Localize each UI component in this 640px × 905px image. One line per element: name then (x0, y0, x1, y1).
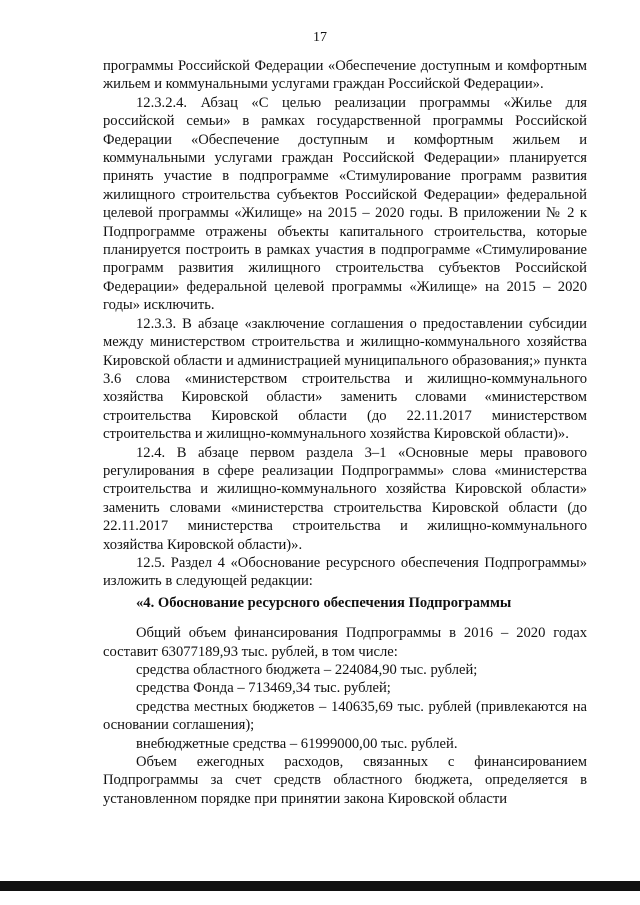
page-number: 17 (313, 30, 327, 45)
paragraph-12-5: 12.5. Раздел 4 «Обоснование ресурсного обеспечения Подпрограммы» изложить в следующей редакции: (103, 554, 587, 590)
paragraph-12-3-3: 12.3.3. В абзаце «заключение соглашения о предоставлении субсидии между министерством строительства и жилищно-коммунального хозяйства Кировской области и администрацией муниципального образования;» пункта 3.6 слова «министерством строительства и жилищно-коммунального хозяйства Кировской области» заменить словами «министерством строительства Кировской области (до 22.11.2017 министерством строительства и жилищно-коммунального хозяйства Кировской области)». (103, 315, 587, 443)
financing-fund: средства Фонда – 713469,34 тыс. рублей; (136, 680, 391, 697)
financing-total: Общий объем финансирования Подпрограммы в 2016 – 2020 годах составит 63077189,93 тыс. рублей, в том числе: (103, 625, 587, 660)
section-heading: «4. Обоснование ресурсного обеспечения Подпрограммы (136, 594, 512, 611)
paragraph-12-3-2-4: 12.3.2.4. Абзац «С целью реализации программы «Жилье для российской семьи» в рамках государственной программы Российской Федерации «Обеспечение доступным и комфортным жильем и коммунальными услугами граждан Российской Федерации» планируется принять участие в подпрограмме «Стимулирование программ развития жилищного строительства субъектов Российской Федерации» федеральной целевой программы «Жилище» на 2015 – 2020 годы. В приложении № 2 к Подпрограмме отражены объекты капитального строительства, которые планируется построить в рамках участия в подпрограмме «Стимулирование программ развития жилищного строительства субъектов Российской Федерации» федеральной целевой программы «Жилище» на 2015 – 2020 годы» исключить. (103, 94, 587, 314)
paragraph-12-4: 12.4. В абзаце первом раздела 3–1 «Основные меры правового регулирования в сфере реализации Подпрограммы» слова «министерства строительства и жилищно-коммунального хозяйства Кировской области» заменить словами «министерства строительства Кировской области (до 22.11.2017 министерства строительства и жилищно-коммунального хозяйства Кировской области)». (103, 444, 587, 553)
financing-local-budgets: средства местных бюджетов – 140635,69 тыс. рублей (привлекаются на основании соглашения); (103, 698, 587, 734)
financing-annual-expenses: Объем ежегодных расходов, связанных с финансированием Подпрограммы за счет средств областного бюджета, определяется в установленном порядке при принятии закона Кировской области (103, 754, 587, 807)
financing-regional-budget: средства областного бюджета – 224084,90 тыс. рублей; (136, 662, 478, 678)
document-body (103, 57, 587, 808)
financing-extrabudgetary: внебюджетные средства – 61999000,00 тыс. рублей. (136, 735, 458, 752)
paragraph-continuation: программы Российской Федерации «Обеспечение доступным и комфортным жильем и коммунальными услугами граждан Российской Федерации». (103, 58, 587, 93)
scan-bottom-edge (0, 881, 640, 891)
